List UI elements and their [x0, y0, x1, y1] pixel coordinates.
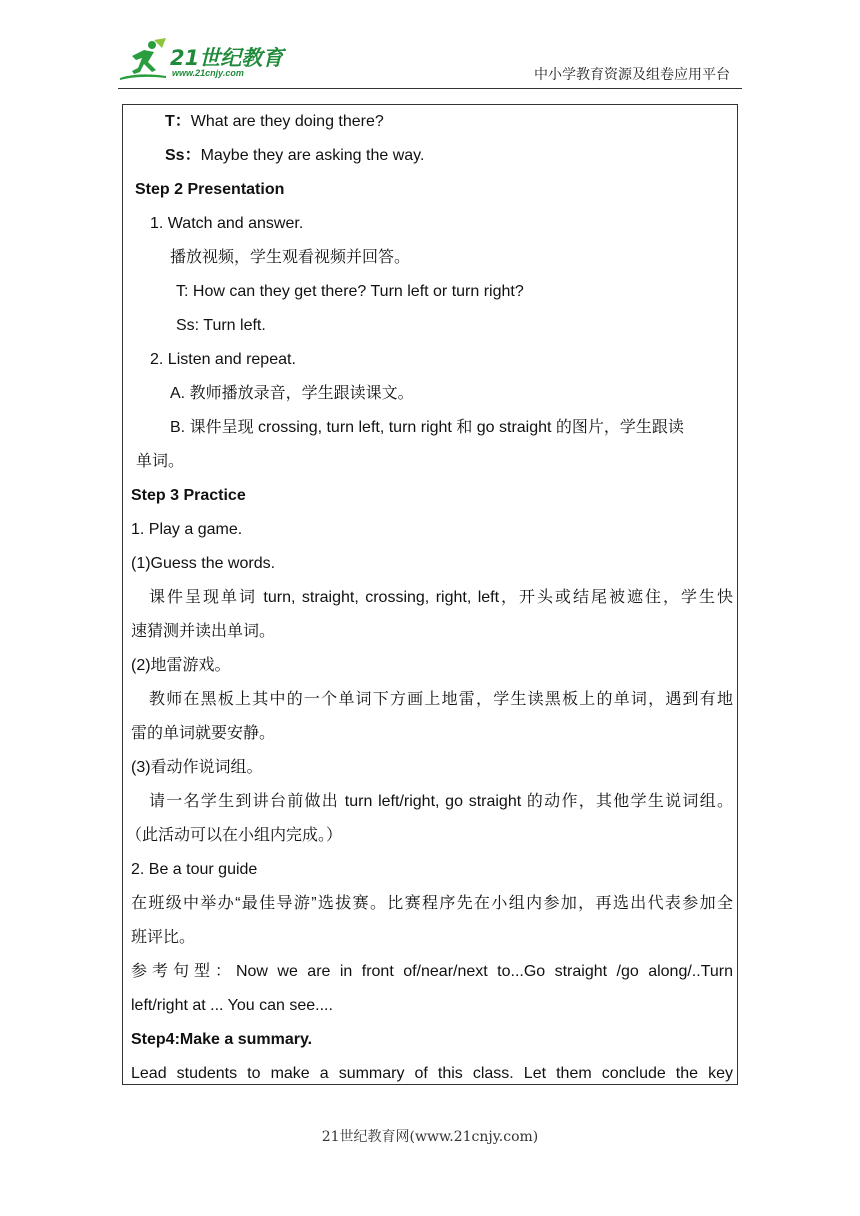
dialogue-line: T: How can they get there? Turn left or turn right? [176, 283, 524, 300]
step-item: 1. Watch and answer. [150, 215, 304, 232]
section-heading: Step4:Make a summary. [131, 1031, 313, 1048]
site-logo [118, 38, 288, 84]
instruction-text: 教师在黑板上其中的一个单词下方画上地雷，学生读黑板上的单词，遇到有地 [149, 691, 733, 708]
section-heading: Step 2 Presentation [135, 181, 285, 198]
sub-item: (1)Guess the words. [131, 555, 276, 572]
sub-item: (3)看动作说词组。 [131, 759, 263, 776]
logo-url: www.21cnjy.com [172, 68, 244, 78]
runner-logo-icon [118, 38, 170, 84]
step-item: 2. Listen and repeat. [150, 351, 296, 368]
dialogue-line [165, 112, 384, 132]
dialogue-text: What are they doing there? [190, 113, 384, 130]
instruction-text: 速猜测并读出单词。 [131, 623, 276, 640]
instruction-text: 班评比。 [131, 929, 196, 946]
sub-item: (2)地雷游戏。 [131, 657, 231, 674]
header-platform-text: 中小学教育资源及组卷应用平台 [534, 67, 730, 83]
instruction-text: left/right at ... You can see.... [131, 997, 333, 1014]
instruction-text: 在班级中举办“最佳导游”选拔赛。比赛程序先在小组内参加，再选出代表参加全 [131, 895, 733, 912]
instruction-text: （此活动可以在小组内完成。） [126, 827, 343, 844]
logo-text: 21世纪教育 [170, 46, 284, 70]
instruction-text: 参考句型：Now we are in front of/near/next to...Go straight /go along/..Turn [131, 963, 733, 980]
instruction-text: Lead students to make a summary of this class. Let them conclude the key [131, 1065, 733, 1082]
instruction-text: 播放视频，学生观看视频并回答。 [170, 249, 411, 266]
dialogue-text: Maybe they are asking the way. [200, 147, 425, 164]
speaker-label: T： [165, 113, 191, 130]
step-item: 2. Be a tour guide [131, 861, 258, 878]
instruction-text: B. 课件呈现 crossing, turn left, turn right 和 go straight 的图片，学生跟读 [170, 419, 684, 436]
instruction-text: A. 教师播放录音，学生跟读课文。 [170, 385, 414, 402]
page-footer: 21世纪教育网(www.21cnjy.com) [321, 1129, 539, 1145]
section-heading: Step 3 Practice [131, 487, 246, 504]
instruction-text: 请一名学生到讲台前做出 turn left/right, go straight 的动作，其他学生说词组。 [149, 793, 733, 810]
instruction-text: 课件呈现单词 turn, straight, crossing, right, left，开头或结尾被遮住，学生快 [149, 589, 733, 606]
instruction-text: 单词。 [136, 453, 185, 470]
header-divider [118, 88, 742, 89]
speaker-label: Ss： [165, 147, 201, 164]
dialogue-line: Ss: Turn left. [176, 317, 266, 334]
dialogue-line [165, 146, 424, 166]
step-item: 1. Play a game. [131, 521, 243, 538]
instruction-text: 雷的单词就要安静。 [131, 725, 276, 742]
